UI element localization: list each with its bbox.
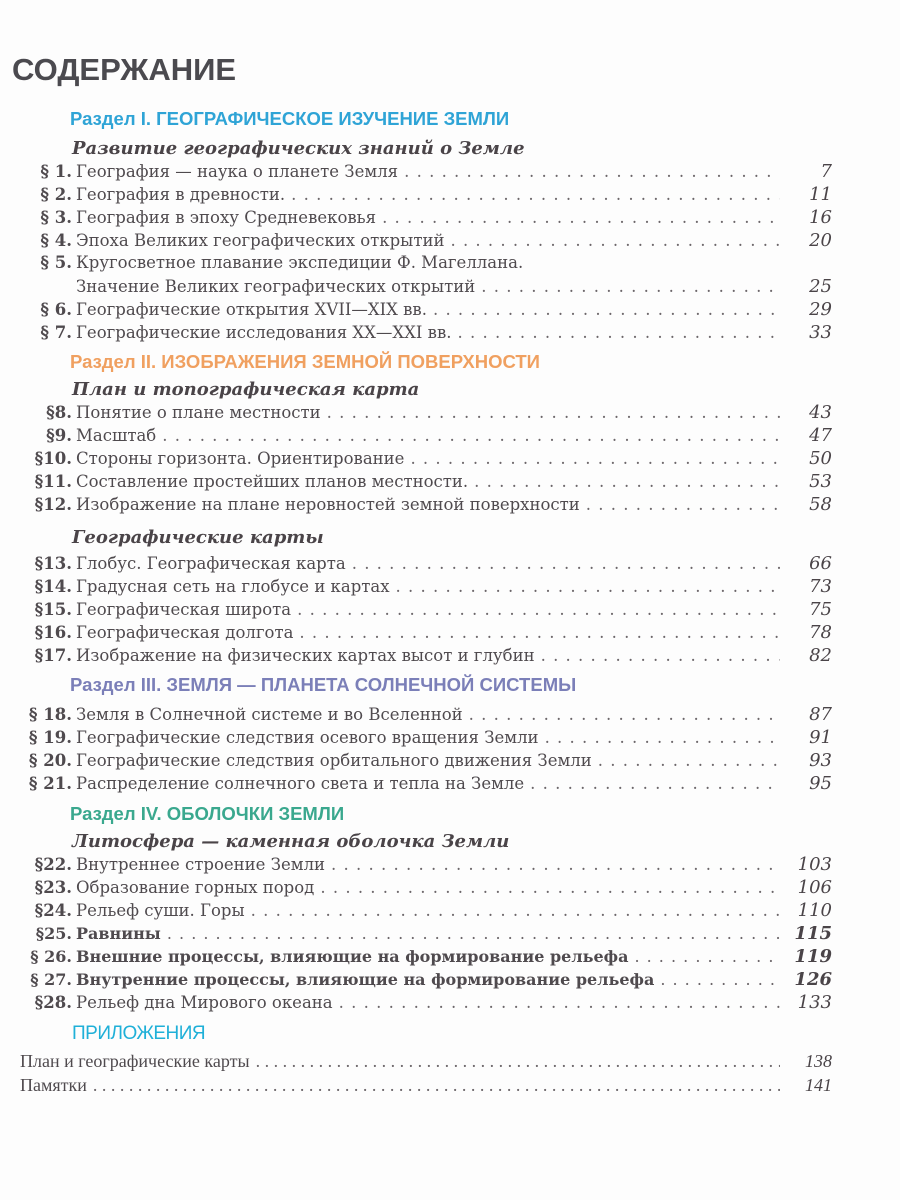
leader-dots — [396, 577, 780, 596]
toc-entry[interactable]: § 27. Внутренние процессы, влияющие на формирование рельефа . . . 126 — [20, 969, 832, 992]
subheading: Географические карты — [72, 527, 324, 548]
toc-entry-continuation[interactable]: Значение Великих географических открытий . . . 25 — [76, 276, 832, 299]
toc-entry[interactable]: § 19. Географические следствия осевого вращения Земли . . . 91 — [20, 727, 832, 750]
appendix-heading: ПРИЛОЖЕНИЯ — [72, 1023, 206, 1044]
page-number: 138 — [805, 1051, 832, 1071]
leader-dots — [256, 1051, 780, 1072]
toc-entry[interactable]: §10. Стороны горизонта. Ориентирование . . . 50 — [20, 448, 832, 471]
toc-entry[interactable]: § 1. География — наука о планете Земля . . . 7 — [20, 161, 832, 184]
page-number: 126 — [794, 969, 832, 990]
leader-dots — [251, 901, 780, 920]
page-number: 11 — [809, 184, 832, 205]
toc-entry[interactable]: §22. Внутреннее строение Земли . . . 103 — [20, 854, 832, 877]
leader-dots — [634, 947, 780, 966]
leader-dots — [433, 300, 780, 319]
toc-entry[interactable]: §12. Изображение на плане неровностей земной поверхности . . . 58 — [20, 494, 832, 517]
leader-dots — [331, 855, 780, 874]
page-number: 115 — [794, 923, 832, 944]
page-number: 7 — [820, 161, 832, 182]
toc-entry[interactable]: §24. Рельеф суши. Горы . . . 110 — [20, 900, 832, 923]
appendix-entry[interactable]: План и географические карты . . . 138 — [20, 1051, 832, 1074]
page-number: 53 — [809, 471, 832, 492]
leader-dots — [457, 323, 780, 342]
page-number: 78 — [809, 622, 832, 643]
toc-entry[interactable]: §16. Географическая долгота . . . 78 — [20, 622, 832, 645]
toc-entry[interactable]: § 7. Географические исследования XX—XXI вв. . . . 33 — [20, 322, 832, 345]
page-number: 141 — [805, 1075, 832, 1095]
toc-entry[interactable]: § 2. География в древности. . . . 11 — [20, 184, 832, 207]
toc-entry[interactable]: §23. Образование горных пород . . . 106 — [20, 877, 832, 900]
subheading: Литосфера — каменная оболочка Земли — [72, 831, 510, 852]
toc-entry[interactable]: § 6. Географические открытия XVII—XIX вв. . . . 29 — [20, 299, 832, 322]
leader-dots — [297, 600, 780, 619]
page-number: 103 — [797, 854, 832, 875]
appendix-entry[interactable]: Памятки . . . 141 — [20, 1075, 832, 1098]
page-number: 82 — [809, 645, 832, 666]
leader-dots — [352, 554, 780, 573]
toc-entry[interactable]: §28. Рельеф дна Мирового океана . . . 133 — [20, 992, 832, 1015]
leader-dots — [450, 231, 780, 250]
page-number: 20 — [809, 230, 832, 251]
page-number: 133 — [797, 992, 832, 1013]
leader-dots — [339, 993, 780, 1012]
page-number: 33 — [809, 322, 832, 343]
leader-dots — [299, 623, 780, 642]
section-heading-3: Раздел III. ЗЕМЛЯ — ПЛАНЕТА СОЛНЕЧНОЙ СИСТЕМЫ — [70, 674, 577, 695]
page-number: 50 — [809, 448, 832, 469]
page-number: 87 — [809, 704, 832, 725]
leader-dots — [474, 472, 780, 491]
leader-dots — [404, 162, 780, 181]
toc-entry[interactable]: § 18. Земля в Солнечной системе и во Вселенной . . . 87 — [20, 704, 832, 727]
leader-dots — [162, 426, 780, 445]
toc-entry[interactable]: § 3. География в эпоху Средневековья . . . 16 — [20, 207, 832, 230]
leader-dots — [586, 495, 780, 514]
toc-entry[interactable]: § 21. Распределение солнечного света и тепла на Земле . . . 95 — [20, 773, 832, 796]
page-number: 16 — [809, 207, 832, 228]
section-heading-1: Раздел I. ГЕОГРАФИЧЕСКОЕ ИЗУЧЕНИЕ ЗЕМЛИ — [70, 108, 510, 129]
leader-dots — [291, 185, 780, 204]
toc-entry[interactable]: § 20. Географические следствия орбитального движения Земли . . . 93 — [20, 750, 832, 773]
page-number: 106 — [797, 877, 832, 898]
leader-dots — [660, 970, 780, 989]
leader-dots — [545, 728, 780, 747]
page-number: 119 — [794, 946, 832, 967]
page-number: 29 — [809, 299, 832, 320]
toc-entry[interactable]: §13. Глобус. Географическая карта . . . 66 — [20, 553, 832, 576]
leader-dots — [410, 449, 780, 468]
subheading: Развитие географических знаний о Земле — [72, 138, 525, 159]
leader-dots — [320, 878, 780, 897]
toc-entry[interactable]: §11. Составление простейших планов местности. . . . 53 — [20, 471, 832, 494]
page-number: 75 — [809, 599, 832, 620]
toc-entry[interactable]: §15. Географическая широта . . . 75 — [20, 599, 832, 622]
page-number: 73 — [809, 576, 832, 597]
leader-dots — [598, 751, 780, 770]
page-title: СОДЕРЖАНИЕ — [12, 52, 237, 87]
leader-dots — [382, 208, 780, 227]
toc-entry[interactable]: §17. Изображение на физических картах высот и глубин . . . 82 — [20, 645, 832, 668]
leader-dots — [541, 646, 780, 665]
toc-entry[interactable]: § 5. Кругосветное плавание экспедиции Ф. Магеллана. — [40, 253, 524, 272]
subheading: План и топографическая карта — [72, 379, 420, 400]
toc-entry[interactable]: § 26. Внешние процессы, влияющие на формирование рельефа . . . 119 — [20, 946, 832, 969]
page-number: 47 — [809, 425, 832, 446]
page-number: 93 — [809, 750, 832, 771]
page-number: 66 — [809, 553, 832, 574]
toc-entry[interactable]: §9. Масштаб . . . 47 — [20, 425, 832, 448]
section-heading-4: Раздел IV. ОБОЛОЧКИ ЗЕМЛИ — [70, 803, 345, 824]
leader-dots — [481, 277, 780, 296]
page-number: 43 — [809, 402, 832, 423]
leader-dots — [327, 403, 780, 422]
section-heading-2: Раздел II. ИЗОБРАЖЕНИЯ ЗЕМНОЙ ПОВЕРХНОСТИ — [70, 351, 540, 372]
page-number: 25 — [809, 276, 832, 297]
toc-entry[interactable]: § 4. Эпоха Великих географических открытий . . . 20 — [20, 230, 832, 253]
toc-entry[interactable]: §8. Понятие о плане местности . . . 43 — [20, 402, 832, 425]
leader-dots — [93, 1075, 780, 1096]
toc-entry[interactable]: §25. Равнины . . . 115 — [20, 923, 832, 946]
leader-dots — [530, 774, 780, 793]
page-number: 91 — [809, 727, 832, 748]
page-number: 58 — [809, 494, 832, 515]
leader-dots — [469, 705, 780, 724]
page-number: 95 — [809, 773, 832, 794]
toc-entry[interactable]: §14. Градусная сеть на глобусе и картах . . . 73 — [20, 576, 832, 599]
page-number: 110 — [797, 900, 832, 921]
leader-dots — [167, 924, 780, 943]
